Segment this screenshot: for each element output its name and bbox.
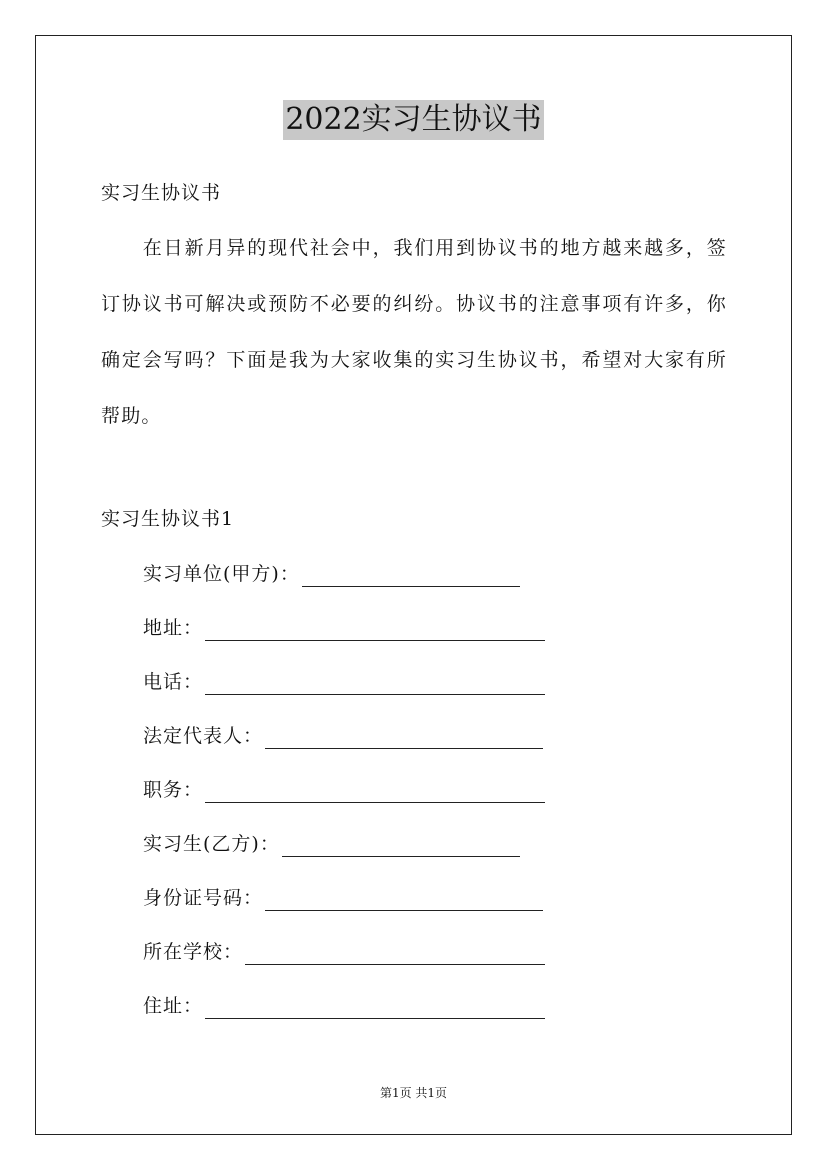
title-container xyxy=(0,100,827,140)
field-label: 职务： xyxy=(143,779,204,801)
document-heading: 实习生协议书 xyxy=(101,182,222,204)
field-label: 地址： xyxy=(143,617,204,639)
page-footer: 第1页 共1页 xyxy=(379,1086,448,1100)
fill-line[interactable] xyxy=(245,946,545,965)
document-title: 2022实习生协议书 xyxy=(283,100,543,140)
field-address xyxy=(143,615,545,641)
intro-paragraph xyxy=(101,220,727,444)
field-legal-representative xyxy=(143,723,543,749)
fill-line[interactable] xyxy=(282,838,520,857)
field-label: 实习生(乙方)： xyxy=(143,833,280,855)
field-label: 住址： xyxy=(143,995,204,1017)
fill-line[interactable] xyxy=(302,568,520,587)
fill-line[interactable] xyxy=(205,622,545,641)
intro-text: 在日新月异的现代社会中，我们用到协议书的地方越来越多，签订协议书可解决或预防不必要的纠纷。协议书的注意事项有许多，你确定会写吗？下面是我为大家收集的实习生协议书，希望对大家有所帮助。 xyxy=(101,237,727,427)
section-heading: 实习生协议书1 xyxy=(101,508,235,530)
field-school xyxy=(143,939,545,965)
field-phone xyxy=(143,669,545,695)
field-intern xyxy=(143,831,520,857)
field-label: 法定代表人： xyxy=(143,725,264,747)
field-employer xyxy=(143,561,520,587)
fill-line[interactable] xyxy=(205,1000,545,1019)
field-label: 电话： xyxy=(143,671,204,693)
field-label: 实习单位(甲方)： xyxy=(143,563,300,585)
fill-line[interactable] xyxy=(265,892,543,911)
fill-line[interactable] xyxy=(265,730,543,749)
field-residence xyxy=(143,993,545,1019)
fill-line[interactable] xyxy=(205,784,545,803)
field-position xyxy=(143,777,545,803)
field-id-number xyxy=(143,885,543,911)
field-label: 身份证号码： xyxy=(143,887,264,909)
field-label: 所在学校： xyxy=(143,941,244,963)
fill-line[interactable] xyxy=(205,676,545,695)
